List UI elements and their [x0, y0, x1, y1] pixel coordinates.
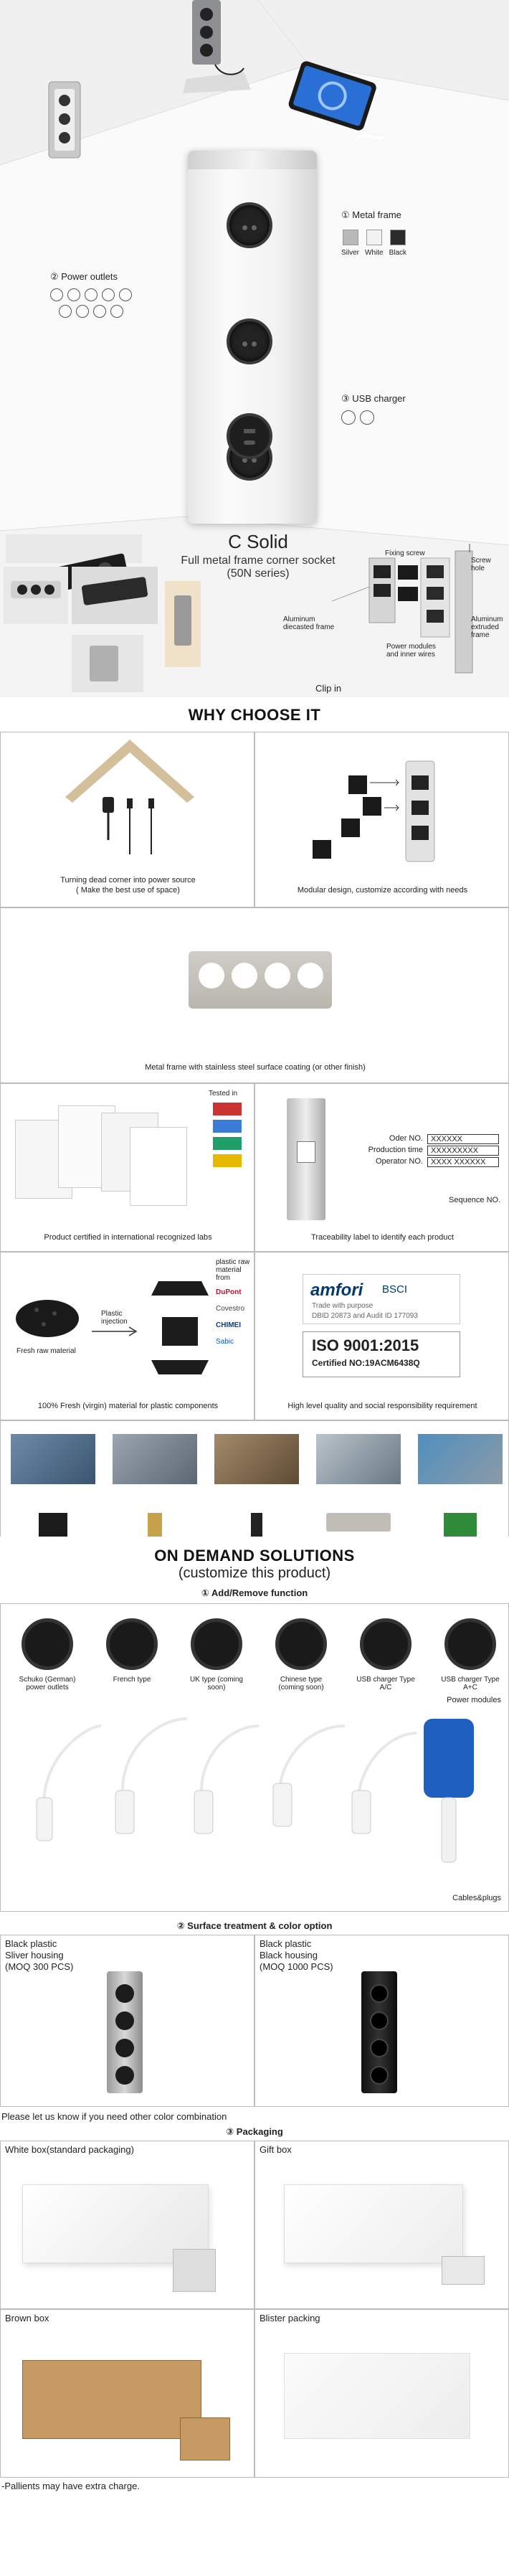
- corner-caption-2: ( Make the best use of space): [76, 886, 180, 895]
- label-screw-hole: Screw hole: [471, 557, 491, 572]
- process-row: [11, 1434, 503, 1537]
- demand-section: [0, 1537, 509, 2576]
- iso-cert-number: Certified NO:19ACM6438Q: [312, 1358, 420, 1368]
- lab-logo-2: [213, 1120, 242, 1133]
- swatch-white: [365, 230, 384, 257]
- why-row-1: [0, 732, 509, 907]
- cables-plugs-image: [15, 1712, 495, 1891]
- metal-frame-card: [0, 907, 509, 1083]
- outlet-type-icons: [50, 288, 132, 301]
- certificate-documents: [15, 1098, 194, 1213]
- why-section: [0, 697, 509, 1537]
- raw-material-card: [0, 1252, 255, 1420]
- demand-subheading: (customize this product): [178, 1565, 331, 1581]
- usb-icons: [341, 410, 406, 425]
- swatch-black-label: Black: [389, 249, 407, 257]
- silver-housing-line-2: Sliver housing: [5, 1950, 64, 1961]
- gift-box-image: [284, 2184, 463, 2263]
- uk-outlet-icon: [85, 288, 97, 301]
- wall-corner-socket-image: [172, 0, 258, 93]
- trace-time-label: Production time: [368, 1146, 423, 1154]
- corner-use-card: [0, 732, 255, 907]
- gift-box-label: Gift box: [260, 2144, 292, 2155]
- packaging-row-1: [0, 2141, 509, 2309]
- label-power-modules: Power modules and inner wires: [386, 643, 436, 659]
- silver-housing-card: [0, 1935, 255, 2107]
- corner-caption-1: Turning dead corner into power source: [60, 876, 196, 884]
- trace-operator-label: Operator NO.: [375, 1157, 423, 1166]
- wall-socket-left-image: [44, 77, 85, 162]
- iso-title: ISO 9001:2015: [312, 1336, 419, 1354]
- usb-charger-label: ③ USB charger: [341, 393, 406, 404]
- modules-row: [16, 1618, 501, 1692]
- amfori-subtitle: Trade with purpose: [312, 1302, 374, 1310]
- tower-socket-1: [227, 202, 272, 248]
- main-socket-tower: [188, 151, 317, 524]
- exploded-view: [283, 544, 505, 687]
- white-box-label: White box(standard packaging): [5, 2144, 134, 2155]
- blister-label: Blister packing: [260, 2313, 320, 2323]
- black-housing-line-3: (MOQ 1000 PCS): [260, 1961, 333, 1972]
- tower-top-cap: [188, 151, 317, 169]
- metal-strip-image: [189, 951, 332, 1009]
- gift-box-card: [255, 2141, 509, 2309]
- module-chinese: Chinese type (coming soon): [270, 1618, 332, 1692]
- lab-logo-3: [213, 1137, 242, 1150]
- module-schuko: Schuko (German) power outlets: [16, 1618, 78, 1692]
- corner-illustration: [65, 740, 194, 862]
- in-house-production-card: [0, 1420, 509, 1537]
- brown-box-image: [22, 2360, 201, 2439]
- white-box-insert-image: [173, 2249, 216, 2292]
- module-chinese-image: [275, 1618, 327, 1670]
- module-uk: UK type (coming soon): [186, 1618, 247, 1692]
- trace-caption: Traceability label to identify each product: [311, 1233, 454, 1242]
- lab-logo-1: [213, 1103, 242, 1115]
- modular-illustration: [298, 747, 470, 869]
- tested-in-label: Tested in: [209, 1090, 238, 1098]
- add-remove-heading: ① Add/Remove function: [201, 1587, 308, 1598]
- gift-box-insert-image: [442, 2256, 485, 2285]
- certificate-doc-4: [130, 1127, 187, 1206]
- plastic-injection-arrow-label: Plastic injection: [101, 1310, 128, 1326]
- label-aluminum-diecasted-frame: Aluminum diecasted frame: [283, 615, 335, 631]
- swiss-outlet-icon: [102, 288, 115, 301]
- module-french-image: [106, 1618, 158, 1670]
- usb-charger-callout: [341, 393, 406, 425]
- why-heading: WHY CHOOSE IT: [188, 706, 321, 724]
- universal-outlet-icon: [110, 305, 123, 318]
- traceability-card: [255, 1083, 509, 1252]
- swatch-white-label: White: [365, 249, 384, 257]
- clip-in-label: Clip in: [315, 683, 342, 694]
- tablet-image: [276, 57, 384, 151]
- chinese-outlet-icon: [93, 305, 106, 318]
- molded-parts-image: [144, 1274, 216, 1382]
- black-housing-line-2: Black housing: [260, 1950, 318, 1961]
- black-housing-card: [255, 1935, 509, 2107]
- amfori-id: DBID 20873 and Audit ID 177093: [312, 1312, 418, 1320]
- power-outlets-callout: [50, 271, 132, 318]
- italian-outlet-icon: [119, 288, 132, 301]
- amfori-bsci-badge: [303, 1274, 460, 1324]
- color-combination-note: Please let us know if you need other color combination: [1, 2111, 227, 2122]
- power-outlets-label: ② Power outlets: [50, 271, 118, 282]
- brand-covestro: Covestro: [216, 1305, 245, 1313]
- swatch-black-color: [390, 230, 406, 245]
- lab-logos: [213, 1103, 242, 1174]
- metal-frame-label: ① Metal frame: [341, 209, 401, 220]
- plastic-brand-list: [216, 1288, 253, 1346]
- swatch-silver-label: Silver: [341, 249, 360, 257]
- australian-outlet-icon: [76, 305, 89, 318]
- injection-arrow-icon: [90, 1324, 141, 1339]
- bsci-logo-text: BSCI: [382, 1283, 408, 1296]
- demand-heading: ON DEMAND SOLUTIONS: [154, 1547, 355, 1565]
- schuko-outlet-icon: [50, 288, 63, 301]
- surface-heading: ② Surface treatment & color option: [176, 1920, 333, 1931]
- french-outlet-icon: [67, 288, 80, 301]
- tower-usb-module: [227, 413, 272, 459]
- outlet-type-icons-row2: [50, 305, 132, 318]
- metal-frame-caption: Metal frame with stainless steel surface coating (or other finish): [145, 1063, 366, 1072]
- lab-logo-4: [213, 1154, 242, 1167]
- quality-card: [255, 1252, 509, 1420]
- packaging-row-2: [0, 2309, 509, 2478]
- brand-chimei: CHIMEI: [216, 1321, 241, 1329]
- trace-time-value: XXXXXXXXX: [427, 1146, 499, 1156]
- pallet-note: -Pallients may have extra charge.: [1, 2481, 140, 2491]
- product-name: C Solid: [228, 531, 288, 552]
- why-row-3: [0, 1083, 509, 1252]
- module-schuko-image: [22, 1618, 73, 1670]
- white-box-card: [0, 2141, 255, 2309]
- hero-section: [0, 0, 509, 697]
- process-cable-plugs: [214, 1434, 299, 1537]
- us-outlet-icon: [59, 305, 72, 318]
- cables-plugs-label: Cables&plugs: [452, 1894, 501, 1902]
- swatch-silver-color: [343, 230, 358, 245]
- trace-product-image: [287, 1098, 325, 1220]
- blister-card: [255, 2309, 509, 2478]
- installation-thumbnails: [4, 567, 204, 696]
- trace-operator-value: XXXX XXXXXX: [427, 1157, 499, 1167]
- silver-housing-line-3: (MOQ 300 PCS): [5, 1961, 74, 1972]
- swatch-white-color: [366, 230, 382, 245]
- brown-box-card: [0, 2309, 255, 2478]
- process-pcba: [418, 1434, 503, 1537]
- module-usb-a-plus-c: USB charger Type A+C: [439, 1618, 501, 1692]
- black-housing-line-1: Black plastic: [260, 1938, 312, 1949]
- product-series: (50N series): [227, 567, 290, 580]
- amfori-logo-text: amfori: [310, 1280, 363, 1300]
- fresh-raw-label: Fresh raw material: [16, 1347, 76, 1355]
- trace-label-box: [348, 1134, 499, 1167]
- fresh-material-caption: 100% Fresh (virgin) material for plastic components: [37, 1402, 219, 1410]
- swatch-black: [389, 230, 406, 257]
- power-modules-label: Power modules: [447, 1696, 501, 1704]
- certificates-card: [0, 1083, 255, 1252]
- metal-frame-callout: [341, 209, 406, 257]
- silver-housing-line-1: Black plastic: [5, 1938, 57, 1949]
- brown-box-label: Brown box: [5, 2313, 49, 2323]
- plastic-pellets-image: [15, 1296, 80, 1339]
- label-fixing-screw: Fixing screw: [385, 549, 425, 557]
- quality-caption: High level quality and social responsibility requirement: [287, 1402, 477, 1410]
- process-plastic-injection: [11, 1434, 95, 1537]
- brown-box-insert-image: [180, 2417, 230, 2461]
- module-usb-ac-image: [360, 1618, 412, 1670]
- black-housing-image: [361, 1971, 397, 2093]
- module-usb-a-plus-c-image: [444, 1618, 496, 1670]
- silver-housing-image: [107, 1971, 143, 2093]
- swatch-silver: [341, 230, 359, 257]
- color-options-row: [0, 1935, 509, 2107]
- modules-card: [0, 1603, 509, 1912]
- module-usb-ac: USB charger Type A/C: [355, 1618, 417, 1692]
- product-subtitle: Full metal frame corner socket: [181, 555, 336, 567]
- plastic-raw-label: plastic raw material from: [216, 1258, 250, 1282]
- process-stamping: [113, 1434, 197, 1537]
- brand-sabic: Sabic: [216, 1338, 234, 1346]
- trace-sequence-label: Sequence NO.: [449, 1196, 501, 1204]
- usb-c-icon: [360, 410, 374, 425]
- metal-frame-swatches: [341, 230, 406, 257]
- module-french: French type: [101, 1618, 163, 1692]
- process-aluminum: [316, 1434, 401, 1537]
- tower-socket-2: [227, 319, 272, 364]
- usb-a-icon: [341, 410, 356, 425]
- iso-badge: [303, 1331, 460, 1377]
- blister-image: [284, 2353, 470, 2439]
- why-row-4: [0, 1252, 509, 1420]
- certified-caption: Product certified in international recognized labs: [44, 1233, 212, 1242]
- label-aluminum-extruded-frame: Aluminum extruded frame: [471, 615, 503, 639]
- module-uk-image: [191, 1618, 242, 1670]
- modular-caption: Modular design, customize according with needs: [297, 886, 468, 895]
- trace-order-value: XXXXXX: [427, 1134, 499, 1144]
- modular-design-card: [255, 732, 509, 907]
- packaging-heading: ③ Packaging: [226, 2126, 283, 2137]
- brand-dupont: DuPont: [216, 1288, 242, 1296]
- trace-order-label: Oder NO.: [389, 1134, 423, 1143]
